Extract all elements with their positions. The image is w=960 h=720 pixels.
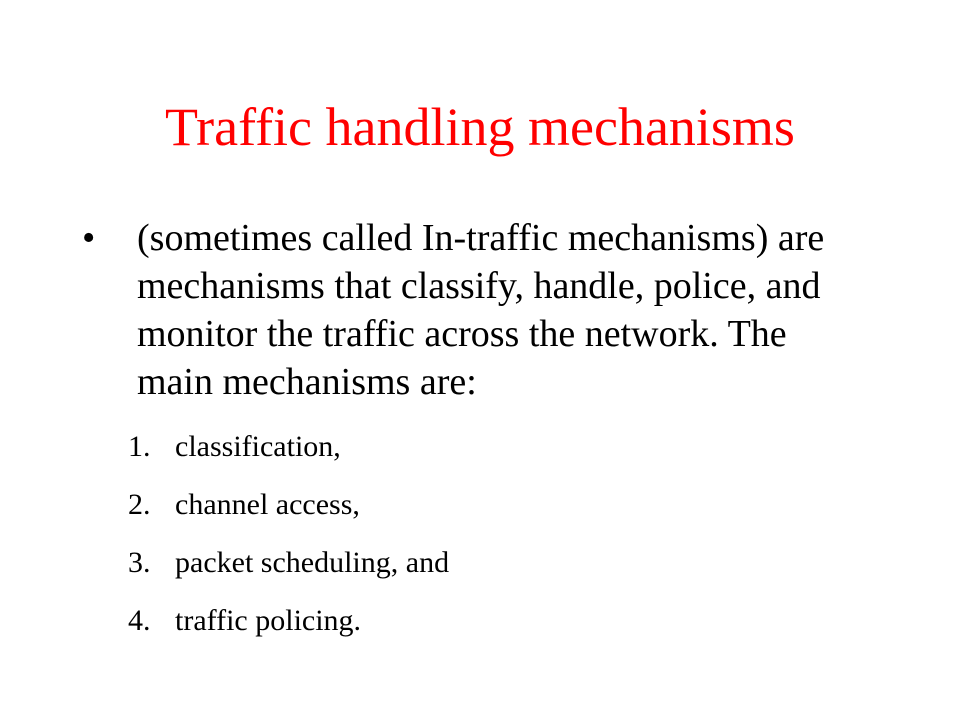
list-item: [128, 476, 449, 534]
slide-title: Traffic handling mechanisms: [165, 97, 795, 157]
list-item-number: 4.: [128, 604, 151, 637]
bullet-marker: •: [82, 217, 96, 259]
mechanisms-list: [128, 418, 449, 650]
list-item-number: 3.: [128, 546, 151, 579]
list-item-text: packet scheduling, and: [175, 546, 450, 579]
list-item-text: traffic policing.: [175, 604, 362, 637]
bullet-text: (sometimes called In-traffic mechanisms) are mechanisms that classify, handle, police, and monitor the traffic across the network. The main mechanisms are:: [137, 217, 825, 403]
list-item: [128, 534, 449, 592]
list-item: [128, 592, 449, 650]
list-item-text: classification,: [175, 430, 341, 463]
list-item-number: 1.: [128, 430, 151, 463]
list-item-text: channel access,: [175, 488, 360, 521]
list-item: [128, 418, 449, 476]
list-item-number: 2.: [128, 488, 151, 521]
